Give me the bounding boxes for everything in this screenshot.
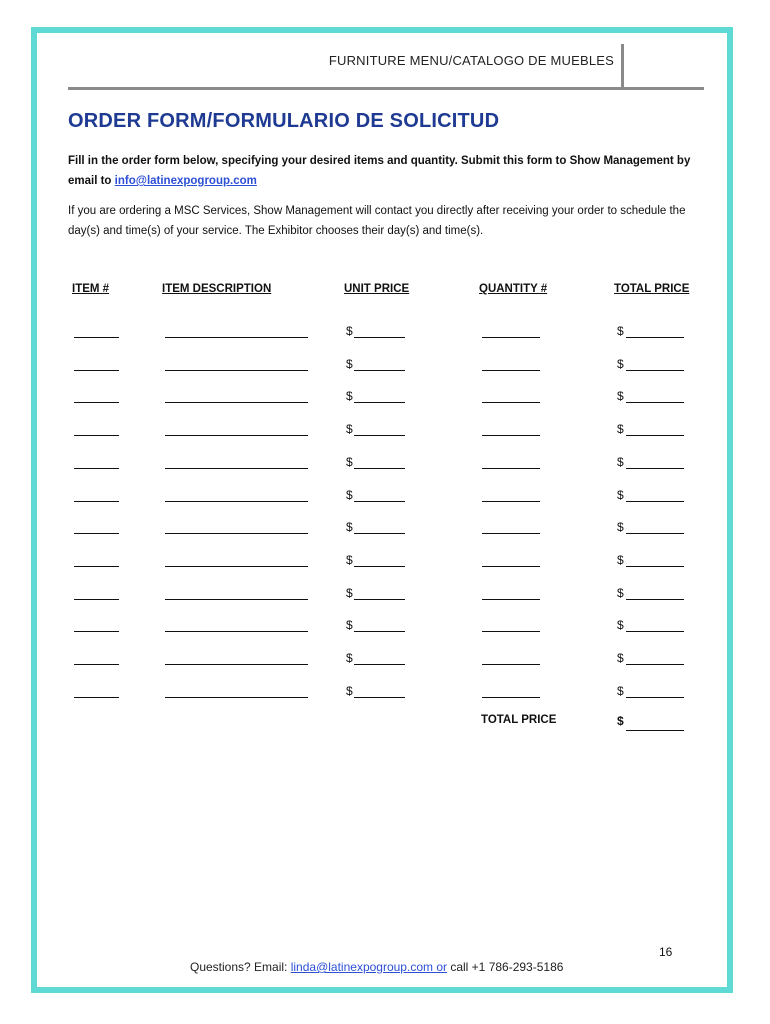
quantity-field[interactable]: [482, 584, 540, 600]
total-price-currency: $: [617, 520, 624, 535]
total-price-field[interactable]: [626, 486, 684, 502]
table-row: [0, 645, 770, 665]
table-row: [0, 351, 770, 371]
table-row: [0, 678, 770, 698]
intro-body: Fill in the order form below, specifying your desired items and quantity. Submit this form to Show Management by email to: [68, 155, 691, 187]
total-price-currency: $: [617, 618, 624, 633]
item-number-field[interactable]: [74, 453, 119, 469]
order-email-link[interactable]: info@latinexpogroup.com: [114, 175, 257, 187]
unit-price-currency: $: [346, 324, 353, 338]
total-price-currency: $: [617, 422, 624, 437]
total-price-currency: $: [617, 454, 624, 469]
unit-price-currency: $: [346, 454, 353, 469]
total-price-currency: $: [617, 487, 624, 502]
unit-price-field[interactable]: [354, 518, 405, 534]
unit-price-currency: $: [346, 356, 353, 371]
item-number-field[interactable]: [74, 486, 119, 502]
unit-price-currency: $: [346, 487, 353, 502]
unit-price-field[interactable]: [354, 387, 405, 403]
item-description-field[interactable]: [165, 453, 308, 469]
total-price-field[interactable]: [626, 420, 684, 436]
quantity-field[interactable]: [482, 387, 540, 403]
quantity-field[interactable]: [482, 649, 540, 665]
quantity-field[interactable]: [482, 486, 540, 502]
header-divider-vertical: [621, 44, 624, 88]
item-description-field[interactable]: [165, 387, 308, 403]
item-number-field[interactable]: [74, 551, 119, 567]
unit-price-currency: $: [346, 683, 353, 698]
quantity-field[interactable]: [482, 518, 540, 534]
quantity-field[interactable]: [482, 322, 540, 338]
quantity-field[interactable]: [482, 616, 540, 632]
unit-price-currency: $: [346, 585, 353, 600]
header-total-price: TOTAL PRICE: [614, 283, 690, 295]
item-description-field[interactable]: [165, 322, 308, 338]
total-price-field[interactable]: [626, 584, 684, 600]
unit-price-field[interactable]: [354, 584, 405, 600]
quantity-field[interactable]: [482, 420, 540, 436]
footer-phone: call +1 786-293-5186: [447, 960, 564, 974]
item-number-field[interactable]: [74, 387, 119, 403]
quantity-field[interactable]: [482, 453, 540, 469]
total-price-field[interactable]: [626, 649, 684, 665]
unit-price-field[interactable]: [354, 649, 405, 665]
unit-price-currency: $: [346, 422, 353, 437]
item-number-field[interactable]: [74, 649, 119, 665]
total-price-field[interactable]: [626, 682, 684, 698]
item-number-field[interactable]: [74, 616, 119, 632]
total-price-currency: $: [617, 651, 624, 665]
item-description-field[interactable]: [165, 616, 308, 632]
table-row: [0, 514, 770, 534]
total-price-currency: $: [617, 552, 624, 567]
total-price-currency: $: [617, 585, 624, 600]
table-row: [0, 383, 770, 403]
item-number-field[interactable]: [74, 682, 119, 698]
header-quantity: QUANTITY #: [479, 283, 548, 295]
item-description-field[interactable]: [165, 518, 308, 534]
table-row: [0, 547, 770, 567]
total-price-field[interactable]: [626, 551, 684, 567]
total-price-currency: $: [617, 683, 624, 698]
item-description-field[interactable]: [165, 649, 308, 665]
unit-price-field[interactable]: [354, 616, 405, 632]
item-description-field[interactable]: [165, 551, 308, 567]
total-price-field[interactable]: [626, 453, 684, 469]
item-description-field[interactable]: [165, 486, 308, 502]
contact-email-link[interactable]: linda@latinexpogroup.com or: [290, 960, 447, 974]
total-price-currency: $: [617, 324, 624, 338]
total-price-field[interactable]: [626, 518, 684, 534]
unit-price-currency: $: [346, 651, 353, 665]
item-number-field[interactable]: [74, 518, 119, 534]
page-number: 16: [659, 945, 673, 959]
unit-price-field[interactable]: [354, 453, 405, 469]
item-description-field[interactable]: [165, 584, 308, 600]
total-price-field[interactable]: [626, 322, 684, 338]
total-price-field[interactable]: [626, 387, 684, 403]
quantity-field[interactable]: [482, 551, 540, 567]
total-price-label: TOTAL PRICE: [481, 714, 557, 726]
item-description-field[interactable]: [165, 682, 308, 698]
msc-note: If you are ordering a MSC Services, Show Management will contact you directly after receiving your order to schedule the day(s) and time(s) of your service. The Exhibitor chooses their day(s) and time(s).: [68, 205, 686, 237]
header-divider-horizontal: [68, 87, 704, 90]
item-description-field[interactable]: [165, 420, 308, 436]
unit-price-field[interactable]: [354, 551, 405, 567]
quantity-field[interactable]: [482, 355, 540, 371]
table-row: [0, 416, 770, 436]
intro-text: [68, 151, 708, 191]
header-unit-price: UNIT PRICE: [344, 283, 410, 295]
footer-contact: [190, 960, 563, 974]
quantity-field[interactable]: [482, 682, 540, 698]
header-title: FURNITURE MENU/CATALOGO DE MUEBLES: [328, 53, 614, 68]
table-row: [0, 318, 770, 338]
unit-price-field[interactable]: [354, 355, 405, 371]
item-number-field[interactable]: [74, 420, 119, 436]
unit-price-field[interactable]: [354, 420, 405, 436]
total-price-currency: $: [617, 389, 624, 404]
header-item-description: ITEM DESCRIPTION: [162, 283, 272, 295]
total-price-currency: $: [617, 356, 624, 371]
form-title: ORDER FORM/FORMULARIO DE SOLICITUD: [68, 110, 500, 132]
table-row: [0, 449, 770, 469]
unit-price-currency: $: [346, 520, 353, 535]
table-row: [0, 482, 770, 502]
unit-price-field[interactable]: [354, 322, 405, 338]
grand-total-currency: $: [617, 714, 624, 728]
total-price-field[interactable]: [626, 355, 684, 371]
footer-questions-label: Questions? Email:: [190, 960, 291, 974]
item-description-field[interactable]: [165, 355, 308, 371]
item-number-field[interactable]: [74, 584, 119, 600]
unit-price-field[interactable]: [354, 682, 405, 698]
item-number-field[interactable]: [74, 355, 119, 371]
header-item-number: ITEM #: [72, 283, 110, 295]
table-row: [0, 612, 770, 632]
unit-price-currency: $: [346, 389, 353, 404]
unit-price-field[interactable]: [354, 486, 405, 502]
total-price-field[interactable]: [626, 616, 684, 632]
unit-price-currency: $: [346, 552, 353, 567]
table-row: [0, 580, 770, 600]
item-number-field[interactable]: [74, 322, 119, 338]
grand-total-field[interactable]: [626, 716, 684, 731]
unit-price-currency: $: [346, 618, 353, 633]
